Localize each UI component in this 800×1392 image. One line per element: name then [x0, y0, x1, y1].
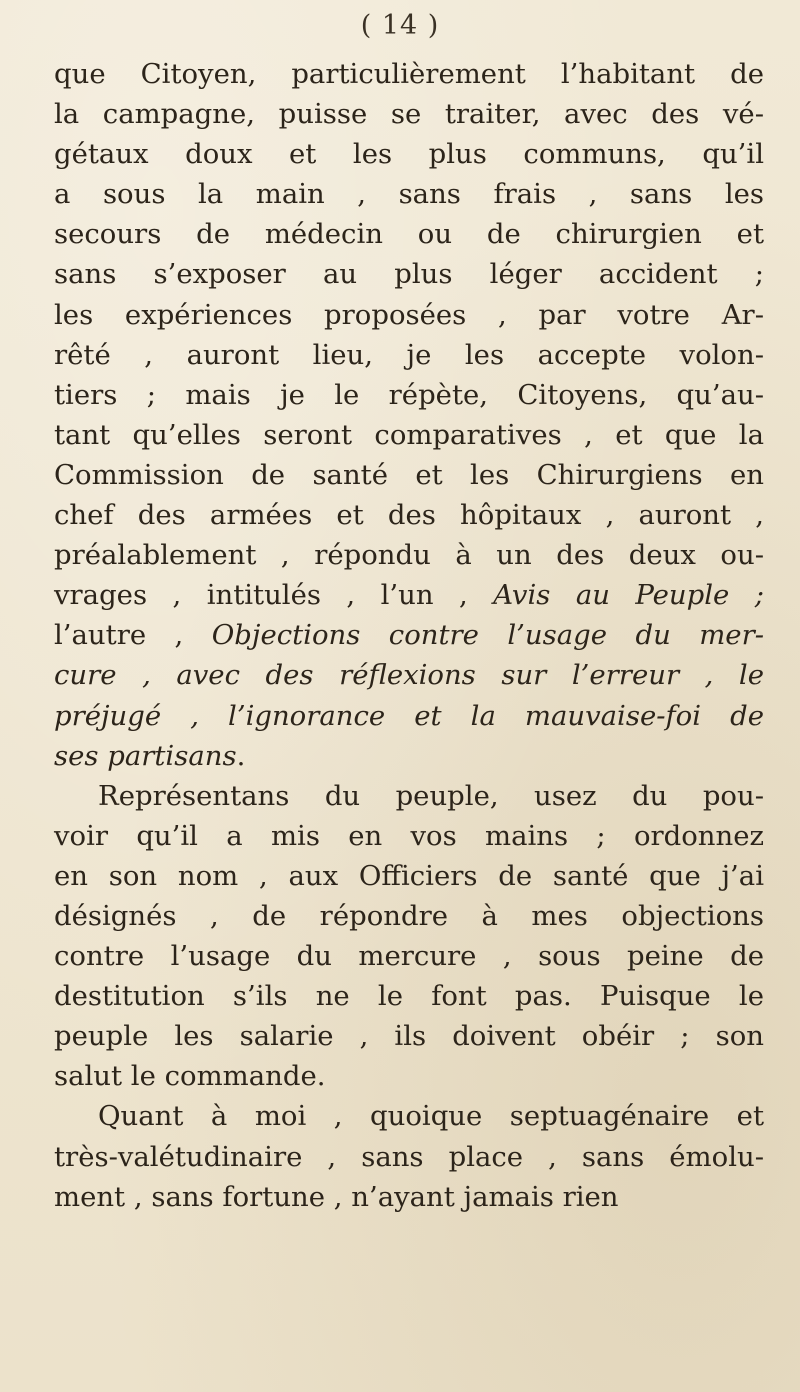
text-segment: la campagne, puisse se traiter, avec des vé-: [54, 98, 764, 131]
text-segment: destitution s’ils ne le font pas. Puisque le: [54, 980, 764, 1013]
text-segment: peuple les salarie , ils doivent obéir ; son: [54, 1020, 764, 1053]
text-line: [54, 295, 764, 335]
text-line: [54, 535, 764, 575]
text-line: [54, 896, 764, 936]
italic-text: cure , avec des réflexions sur l’erreur , le: [54, 659, 764, 692]
text-segment: les expériences proposées , par votre Ar-: [54, 298, 764, 331]
text-line: [54, 134, 764, 174]
text-line: [54, 94, 764, 134]
text-segment: désignés , de répondre à mes objections: [54, 899, 764, 932]
text-segment: gétaux doux et les plus communs, qu’il: [54, 138, 764, 171]
text-line: [54, 1096, 764, 1136]
text-line: [54, 214, 764, 254]
text-segment: sans s’exposer au plus léger accident ;: [54, 258, 764, 291]
text-line: [54, 1016, 764, 1056]
text-segment: salut le commande.: [54, 1060, 326, 1093]
text-segment: contre l’usage du mercure , sous peine de: [54, 940, 764, 973]
italic-text: Objections contre l’usage du mer-: [211, 619, 765, 652]
text-segment: Représentans du peuple, usez du pou-: [98, 779, 764, 812]
text-line: [54, 936, 764, 976]
text-line: [54, 655, 764, 695]
text-line: [54, 856, 764, 896]
text-line: [54, 335, 764, 375]
text-line: [54, 776, 764, 816]
text-line: [54, 615, 764, 655]
text-line: [54, 455, 764, 495]
italic-text: préjugé , l’ignorance et la mauvaise-foi de: [54, 699, 764, 732]
text-segment: que Citoyen, particulièrement l’habitant de: [54, 58, 764, 90]
text-segment: Quant à moi , quoique septuagénaire et: [98, 1100, 764, 1133]
text-line: [54, 1137, 764, 1177]
text-segment: rêté , auront lieu, je les accepte volon-: [54, 338, 764, 371]
text-segment: tant qu’elles seront comparatives , et que la: [54, 418, 764, 451]
text-line: [54, 976, 764, 1016]
text-segment: tiers ; mais je le répète, Citoyens, qu’au-: [54, 378, 764, 411]
text-line: [54, 816, 764, 856]
text-line: [54, 495, 764, 535]
text-segment: secours de médecin ou de chirurgien et: [54, 218, 764, 251]
text-segment: en son nom , aux Officiers de santé que j’ai: [54, 859, 764, 892]
text-segment: vrages , intitulés , l’un ,: [54, 579, 494, 612]
text-line: [54, 1056, 764, 1096]
text-segment: Commission de santé et les Chirurgiens en: [54, 458, 764, 491]
text-line: [54, 254, 764, 294]
italic-text: ses partisans: [54, 739, 237, 772]
text-line: [54, 736, 764, 776]
text-segment: .: [236, 739, 246, 772]
italic-text: Avis au Peuple ;: [493, 579, 764, 612]
body-text: [54, 54, 764, 1217]
text-line: [54, 1177, 764, 1217]
text-line: [54, 54, 764, 94]
text-segment: très-valétudinaire , sans place , sans émolu-: [54, 1140, 764, 1173]
text-line: [54, 375, 764, 415]
text-segment: ment , sans fortune , n’ayant jamais rien: [54, 1180, 619, 1213]
text-line: [54, 696, 764, 736]
text-segment: l’autre ,: [54, 619, 212, 652]
text-segment: voir qu’il a mis en vos mains ; ordonnez: [54, 819, 764, 852]
page-number: ( 14 ): [360, 10, 440, 41]
text-line: [54, 575, 764, 615]
text-segment: a sous la main , sans frais , sans les: [54, 178, 764, 211]
text-line: [54, 415, 764, 455]
text-line: [54, 174, 764, 214]
text-segment: préalablement , répondu à un des deux ou-: [54, 539, 764, 572]
text-segment: chef des armées et des hôpitaux , auront ,: [54, 499, 764, 532]
